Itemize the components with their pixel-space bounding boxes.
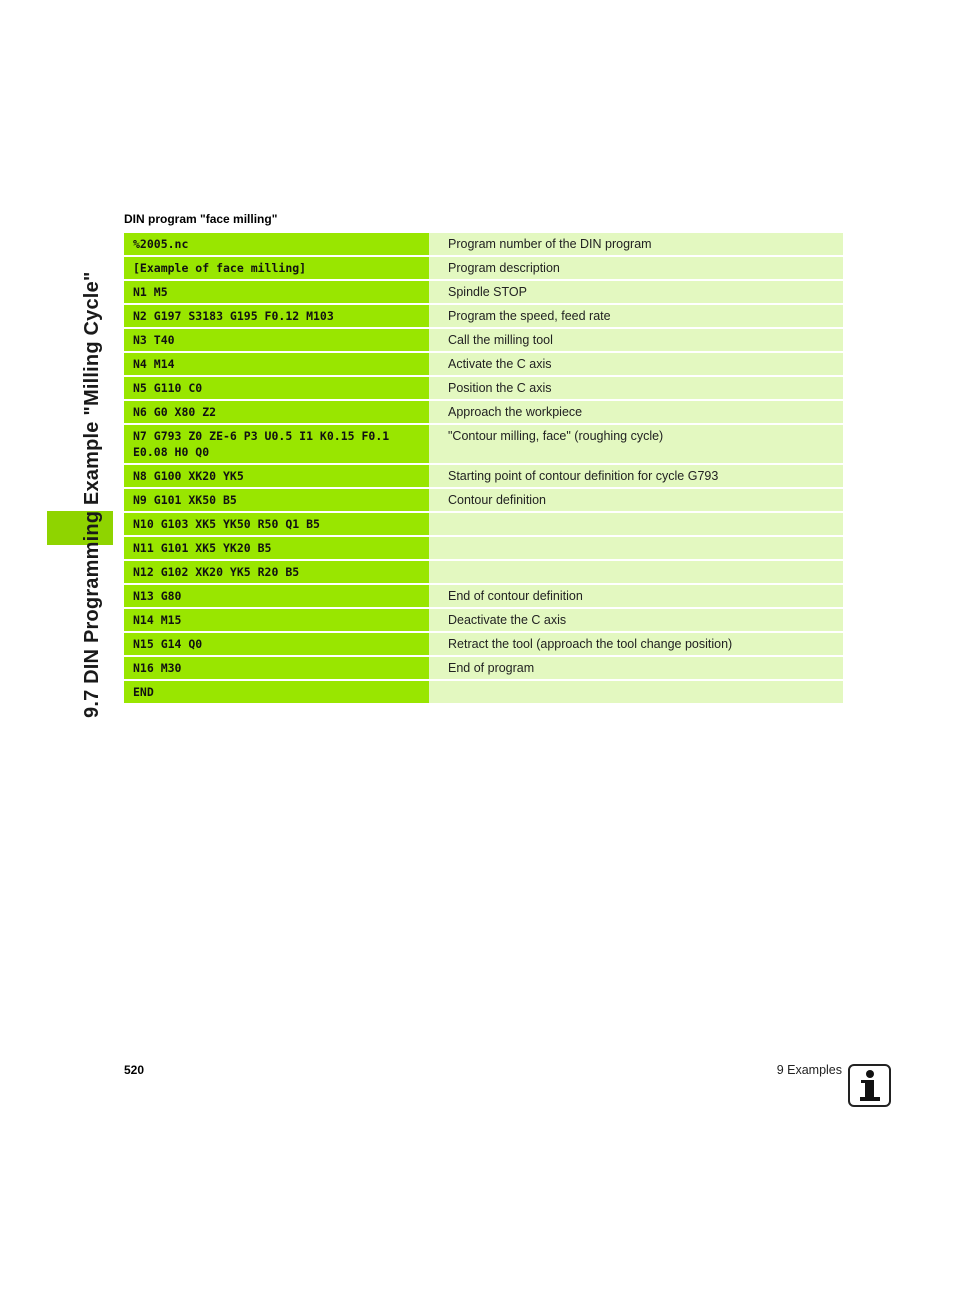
program-row-description: Call the milling tool bbox=[429, 329, 843, 351]
program-row-code: N14 M15 bbox=[124, 609, 429, 631]
program-row-code: N1 M5 bbox=[124, 281, 429, 303]
program-row bbox=[124, 609, 843, 631]
chapter-label: 9 Examples bbox=[776, 1063, 842, 1077]
program-row-description: Program the speed, feed rate bbox=[429, 305, 843, 327]
program-row-code: N5 G110 C0 bbox=[124, 377, 429, 399]
program-row-code: N15 G14 Q0 bbox=[124, 633, 429, 655]
program-row-description: Position the C axis bbox=[429, 377, 843, 399]
program-row bbox=[124, 681, 843, 703]
program-row bbox=[124, 305, 843, 327]
info-icon-stem bbox=[865, 1080, 874, 1098]
program-row-description bbox=[429, 537, 843, 559]
program-row-description bbox=[429, 681, 843, 703]
program-row-code: N8 G100 XK20 YK5 bbox=[124, 465, 429, 487]
program-row-description: End of program bbox=[429, 657, 843, 679]
program-row-code: N7 G793 Z0 ZE-6 P3 U0.5 I1 K0.15 F0.1 E0.08 H0 Q0 bbox=[124, 425, 429, 463]
program-row bbox=[124, 537, 843, 559]
program-row bbox=[124, 489, 843, 511]
program-row-code: END bbox=[124, 681, 429, 703]
program-row bbox=[124, 561, 843, 583]
program-row bbox=[124, 329, 843, 351]
program-row-description: Contour definition bbox=[429, 489, 843, 511]
program-row bbox=[124, 377, 843, 399]
info-icon[interactable] bbox=[848, 1064, 891, 1107]
program-row-code: N11 G101 XK5 YK20 B5 bbox=[124, 537, 429, 559]
program-row-description bbox=[429, 561, 843, 583]
program-row bbox=[124, 657, 843, 679]
program-row bbox=[124, 465, 843, 487]
program-row-code: N13 G80 bbox=[124, 585, 429, 607]
program-row-code: N2 G197 S3183 G195 F0.12 M103 bbox=[124, 305, 429, 327]
program-row-code: N16 M30 bbox=[124, 657, 429, 679]
program-row-description: Deactivate the C axis bbox=[429, 609, 843, 631]
info-icon-base bbox=[860, 1097, 880, 1101]
program-row bbox=[124, 513, 843, 535]
program-row-code: N9 G101 XK50 B5 bbox=[124, 489, 429, 511]
program-row-code: %2005.nc bbox=[124, 233, 429, 255]
chapter-title-vertical: 9.7 DIN Programming Example "Milling Cycle" bbox=[81, 271, 103, 718]
program-row bbox=[124, 401, 843, 423]
program-row-description: Program description bbox=[429, 257, 843, 279]
program-row-description bbox=[429, 513, 843, 535]
section-title: DIN program "face milling" bbox=[124, 212, 278, 226]
program-row-description: Retract the tool (approach the tool change position) bbox=[429, 633, 843, 655]
program-row-code: N10 G103 XK5 YK50 R50 Q1 B5 bbox=[124, 513, 429, 535]
program-row-description: Program number of the DIN program bbox=[429, 233, 843, 255]
program-row bbox=[124, 257, 843, 279]
program-row-description: End of contour definition bbox=[429, 585, 843, 607]
program-row-code: [Example of face milling] bbox=[124, 257, 429, 279]
program-row-description: Approach the workpiece bbox=[429, 401, 843, 423]
program-table bbox=[124, 233, 843, 705]
page-number: 520 bbox=[124, 1063, 145, 1077]
program-row-description: Spindle STOP bbox=[429, 281, 843, 303]
program-row-code: N3 T40 bbox=[124, 329, 429, 351]
program-row bbox=[124, 233, 843, 255]
program-row-description: "Contour milling, face" (roughing cycle) bbox=[429, 425, 843, 463]
program-row-code: N12 G102 XK20 YK5 R20 B5 bbox=[124, 561, 429, 583]
program-row-description: Starting point of contour definition for cycle G793 bbox=[429, 465, 843, 487]
program-row-description: Activate the C axis bbox=[429, 353, 843, 375]
info-icon-dot bbox=[866, 1070, 874, 1078]
program-row bbox=[124, 585, 843, 607]
program-row-code: N4 M14 bbox=[124, 353, 429, 375]
program-row-code: N6 G0 X80 Z2 bbox=[124, 401, 429, 423]
program-row bbox=[124, 425, 843, 463]
program-row bbox=[124, 633, 843, 655]
program-row bbox=[124, 281, 843, 303]
program-row bbox=[124, 353, 843, 375]
